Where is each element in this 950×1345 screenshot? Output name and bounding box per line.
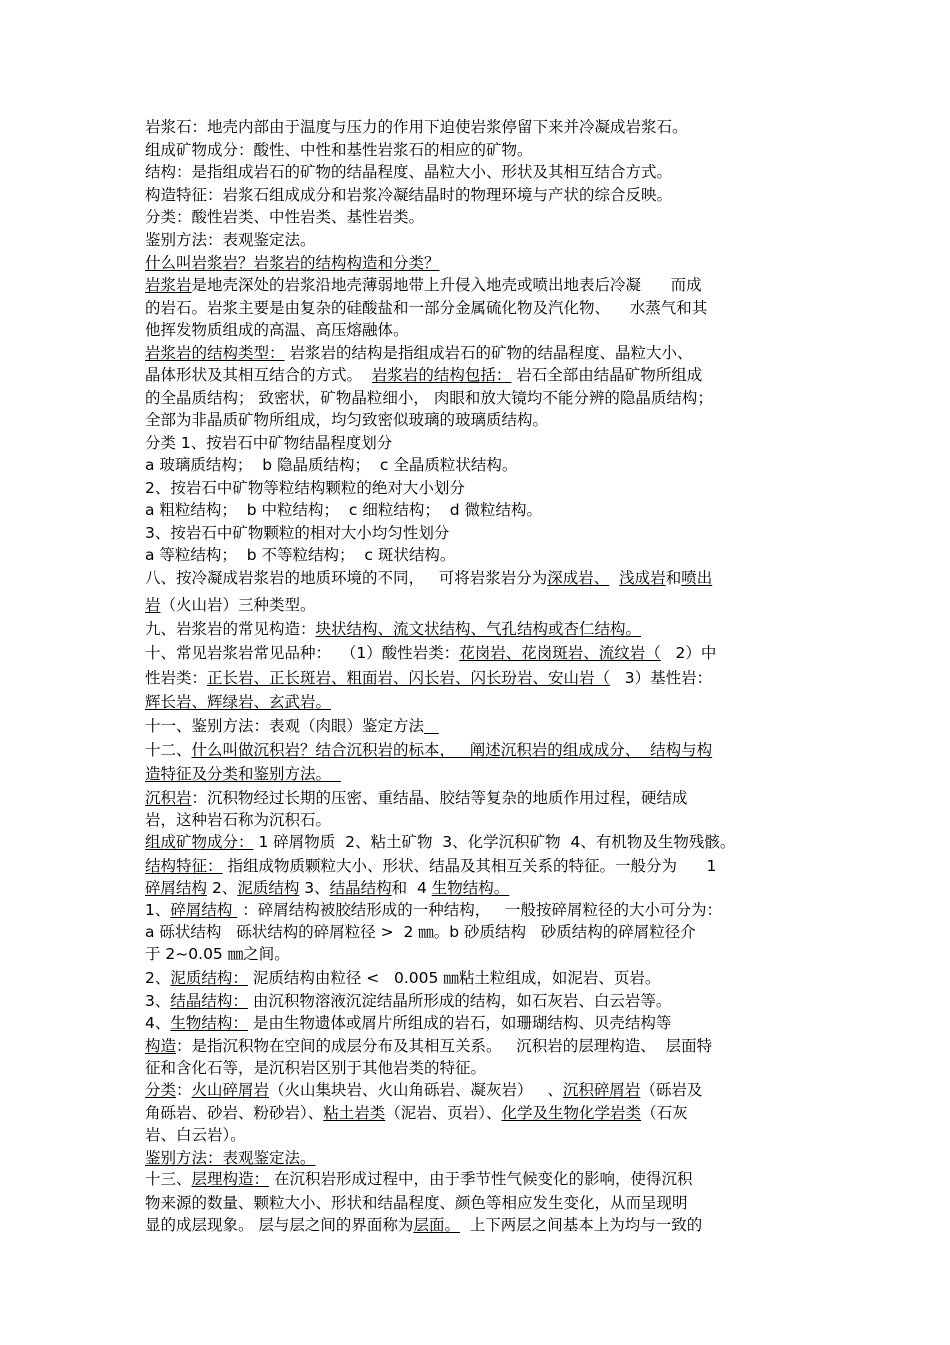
text-run: 和 4: [391, 879, 432, 897]
text-line: [145, 811, 810, 830]
text-run: 岩、白云岩）。: [145, 1126, 246, 1144]
text-line: [145, 717, 810, 736]
text-run: 分类：酸性岩类、中性岩类、基性岩类。: [145, 208, 425, 226]
text-line: [145, 1126, 810, 1145]
underlined-text: [424, 717, 439, 735]
underlined-text: [331, 765, 341, 783]
text-run: 鉴别方法：表观鉴定法。: [145, 231, 316, 249]
text-run: 的全晶质结构； 致密状，矿物晶粒细小， 肉眼和放大镜均不能分辨的隐晶质结构；: [145, 389, 713, 407]
text-run: 于 2~0.05 ㎜之间。: [145, 945, 290, 963]
text-run: 组成矿物成分：酸性、中性和基性岩浆石的相应的矿物。: [145, 141, 533, 159]
text-line: [145, 1170, 810, 1189]
text-run: 的岩石。岩浆主要是由复杂的硅酸盐和一部分金属硫化物及汽化物、 水蒸气和其: [145, 299, 708, 317]
underlined-text: 喷出: [681, 569, 713, 587]
text-run: 征和含化石等，是沉积岩区别于其他岩类的特征。: [145, 1059, 487, 1077]
underlined-text: 泥质结构：: [170, 969, 248, 987]
text-run: （火山岩）三种类型。: [160, 596, 316, 614]
underlined-text: 辉长岩、辉绿岩、玄武岩。: [145, 693, 332, 711]
text-run: 他挥发物质组成的高温、高压熔融体。: [145, 321, 409, 339]
text-run: 是由生物遗体或屑片所组成的岩石，如珊瑚结构、贝壳结构等: [247, 1014, 672, 1032]
text-line: [145, 254, 810, 273]
text-run: 4、: [145, 1014, 171, 1032]
text-line: [145, 389, 810, 408]
text-line: [145, 1104, 810, 1123]
text-line: [145, 644, 810, 663]
text-run: 十一、鉴别方法：表观（肉眼）鉴定方法: [145, 717, 425, 735]
text-run: 1、: [145, 901, 171, 919]
text-line: [145, 321, 810, 340]
text-run: 岩石全部由结晶矿物所组成: [511, 366, 703, 384]
text-run: ：是指沉积物在空间的成层分布及其相互关系。 沉积岩的层理构造、 层面特: [176, 1037, 713, 1055]
text-run: ：碎屑结构被胶结形成的一种结构， 一般按碎屑粒径的大小可分为：: [237, 901, 723, 919]
text-run: 角砾岩、砂岩、粉砂岩）、: [145, 1104, 324, 1122]
text-run: 十二、: [145, 741, 192, 759]
underlined-text: 浅成岩: [619, 569, 666, 587]
text-line: [145, 276, 810, 295]
text-line: [145, 693, 810, 712]
underlined-text: 泥质结构: [237, 879, 300, 897]
text-run: 十、常见岩浆岩常见品种： （1）酸性岩类：: [145, 644, 460, 662]
text-run: 3、: [299, 879, 330, 897]
text-line: [145, 945, 810, 964]
underlined-text: 分类: [145, 1081, 177, 1099]
text-run: 十三、: [145, 1170, 192, 1188]
text-run: 性岩类：: [145, 669, 208, 687]
text-run: 显的成层现象。 层与层之间的界面称为: [145, 1216, 414, 1234]
underlined-text: 沉积碎屑岩: [562, 1081, 641, 1099]
underlined-text: 深成岩、: [547, 569, 610, 587]
text-line: [145, 569, 810, 588]
text-run: 由沉积物溶液沉淀结晶所形成的结构，如石灰岩、白云岩等。: [247, 992, 672, 1010]
underlined-text: 岩: [145, 596, 161, 614]
text-run: [609, 569, 619, 587]
text-line: [145, 434, 810, 453]
text-run: a 玻璃质结构； b 隐晶质结构； c 全晶质粒状结构。: [145, 456, 518, 474]
text-run: ：: [176, 1081, 192, 1099]
text-run: ：沉积物经过长期的压密、重结晶、胶结等复杂的地质作用过程，硬结成: [191, 789, 688, 807]
underlined-text: 火山碎屑岩: [191, 1081, 270, 1099]
underlined-text: 生物结构。: [431, 879, 510, 897]
text-run: 3、按岩石中矿物颗粒的相对大小均匀性划分: [145, 524, 450, 542]
text-line: [145, 366, 810, 385]
text-line: [145, 1014, 810, 1033]
text-line: [145, 501, 810, 520]
text-run: （石灰: [641, 1104, 688, 1122]
text-line: [145, 620, 810, 639]
text-line: [145, 344, 810, 363]
underlined-text: 什么叫岩浆岩？岩浆岩的结构构造和分类？: [145, 254, 440, 272]
underlined-text: 岩浆岩的结构包括：: [371, 366, 512, 384]
text-line: [145, 118, 810, 137]
text-line: [145, 546, 810, 565]
text-line: [145, 741, 810, 760]
underlined-text: 岩浆岩: [145, 276, 192, 294]
text-line: [145, 901, 810, 920]
text-line: [145, 299, 810, 318]
text-line: [145, 1037, 810, 1056]
text-line: [145, 969, 810, 988]
text-run: （火山集块岩、火山角砾岩、凝灰岩） 、: [269, 1081, 563, 1099]
text-run: 在沉积岩形成过程中，由于季节性气候变化的影响，使得沉积: [269, 1170, 693, 1188]
text-run: 结构：是指组成岩石的矿物的结晶程度、晶粒大小、形状及其相互结合方式。: [145, 163, 673, 181]
text-run: 和: [665, 569, 682, 587]
text-line: [145, 231, 810, 250]
underlined-text: 花岗岩、花岗斑岩、流纹岩（: [459, 644, 661, 662]
text-line: [145, 833, 810, 852]
underlined-text: 构造: [145, 1037, 177, 1055]
text-line: [145, 765, 810, 784]
underlined-text: 结构特征：: [145, 857, 223, 875]
text-run: 泥质结构由粒径 < 0.005 ㎜粘土粒组成，如泥岩、页岩。: [247, 969, 661, 987]
text-run: a 粗粒结构； b 中粒结构； c 细粒结构； d 微粒结构。: [145, 501, 542, 519]
text-run: 物来源的数量、颗粒大小、形状和结晶程度、颜色等相应发生变化，从而呈现明: [145, 1194, 688, 1212]
text-run: a 砾状结构 砾状结构的碎屑粒径 > 2 ㎜。b 砂质结构 砂质结构的碎屑粒径介: [145, 923, 696, 941]
underlined-text: 正长岩、正长斑岩、粗面岩、闪长岩、闪长玢岩、安山岩（: [207, 669, 611, 687]
text-run: 2）中: [660, 644, 717, 662]
text-run: 岩，这种岩石称为沉积石。: [145, 811, 332, 829]
text-run: 2、: [207, 879, 238, 897]
text-line: [145, 669, 810, 688]
underlined-text: 什么叫做沉积岩？结合沉积岩的标本， 阐述沉积岩的组成成分、 结构与构: [191, 741, 713, 759]
text-line: [145, 524, 810, 543]
text-run: 2、: [145, 969, 171, 987]
underlined-text: 块状结构、流文状结构、气孔结构或杏仁结构。: [315, 620, 642, 638]
text-run: 构造特征：岩浆石组成成分和岩浆冷凝结晶时的物理环境与产状的综合反映。: [145, 186, 673, 204]
text-line: [145, 1059, 810, 1078]
text-line: [145, 596, 810, 615]
text-line: [145, 208, 810, 227]
text-line: [145, 479, 810, 498]
text-line: [145, 1081, 810, 1100]
underlined-text: 组成矿物成分：: [145, 833, 254, 851]
text-run: 岩浆石：地壳内部由于温度与压力的作用下迫使岩浆停留下来并冷凝成岩浆石。: [145, 118, 688, 136]
text-run: 全部为非晶质矿物所组成，均匀致密似玻璃的玻璃质结构。: [145, 411, 549, 429]
underlined-text: 层面。: [413, 1216, 460, 1234]
text-run: 上下两层之间基本上为均与一致的: [459, 1216, 703, 1234]
underlined-text: 化学及生物化学岩类: [501, 1104, 642, 1122]
text-run: 八、按冷凝成岩浆岩的地质环境的不同， 可将岩浆岩分为: [145, 569, 548, 587]
text-run: 分类 1、按岩石中矿物结晶程度划分: [145, 434, 393, 452]
underlined-text: 结晶结构：: [170, 992, 248, 1010]
underlined-text: 粘土岩类: [323, 1104, 386, 1122]
underlined-text: 岩浆岩的结构类型：: [145, 344, 285, 362]
text-line: [145, 789, 810, 808]
text-line: [145, 1149, 810, 1168]
underlined-text: 碎屑结构: [145, 879, 208, 897]
text-run: 2、按岩石中矿物等粒结构颗粒的绝对大小划分: [145, 479, 465, 497]
text-line: [145, 456, 810, 475]
text-line: [145, 1216, 810, 1235]
text-run: 晶体形状及其相互结合的方式。: [145, 366, 372, 384]
underlined-text: 层理构造：: [191, 1170, 270, 1188]
text-run: 九、岩浆岩的常见构造：: [145, 620, 316, 638]
text-line: [145, 923, 810, 942]
text-line: [145, 857, 810, 876]
underlined-text: 沉积岩: [145, 789, 192, 807]
text-line: [145, 879, 810, 898]
text-line: [145, 411, 810, 430]
text-run: 指组成物质颗粒大小、形状、结晶及其相互关系的特征。一般分为 1: [222, 857, 717, 875]
underlined-text: 结晶结构: [329, 879, 392, 897]
text-line: [145, 992, 810, 1011]
text-run: 岩浆岩的结构是指组成岩石的矿物的结晶程度、晶粒大小、: [284, 344, 693, 362]
text-line: [145, 163, 810, 182]
text-run: 1 碎屑物质 2、粘土矿物 3、化学沉积矿物 4、有机物及生物残骸。: [253, 833, 736, 851]
text-run: 3）基性岩：: [610, 669, 713, 687]
text-run: （泥岩、页岩）、: [385, 1104, 502, 1122]
text-run: 是地壳深处的岩浆沿地壳薄弱地带上升侵入地壳或喷出地表后冷凝 而成: [191, 276, 702, 294]
text-run: （砾岩及: [640, 1081, 703, 1099]
underlined-text: 碎屑结构: [170, 901, 238, 919]
text-line: [145, 141, 810, 160]
underlined-text: 造特征及分类和鉴别方法。: [145, 765, 332, 783]
text-line: [145, 1194, 810, 1213]
underlined-text: 生物结构：: [170, 1014, 248, 1032]
text-run: a 等粒结构； b 不等粒结构； c 斑状结构。: [145, 546, 456, 564]
text-line: [145, 186, 810, 205]
underlined-text: 鉴别方法：表观鉴定法。: [145, 1149, 316, 1167]
text-run: 3、: [145, 992, 171, 1010]
